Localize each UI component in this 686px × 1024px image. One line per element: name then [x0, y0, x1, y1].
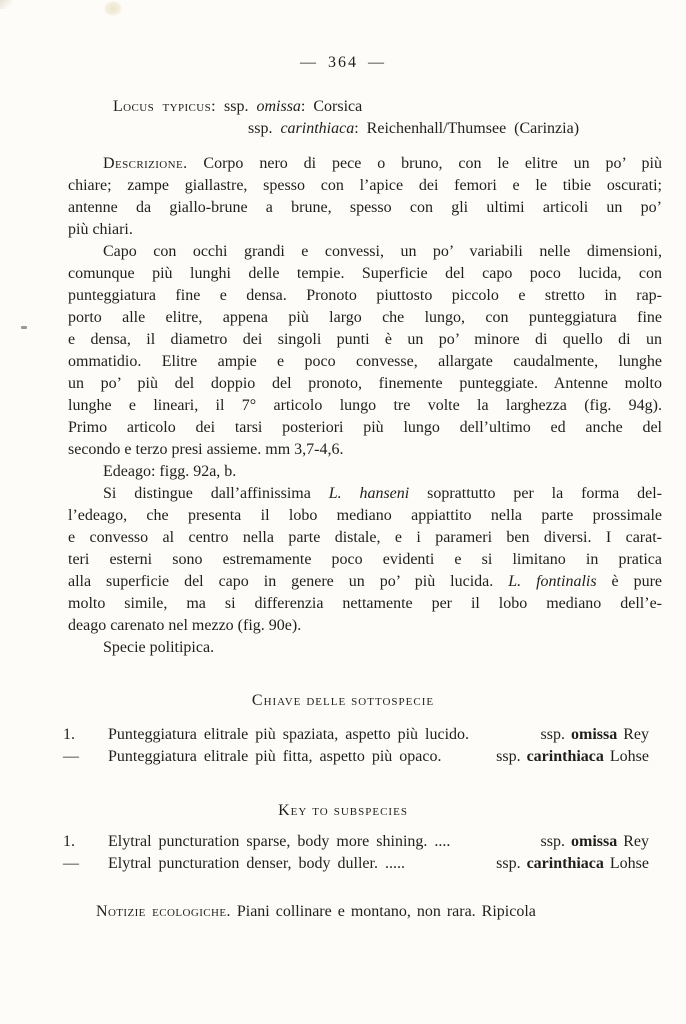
text-segment: Capo con occhi grandi e convessi, un po’ variabili nelle dimensioni,: [103, 243, 662, 260]
text-segment: ssp.: [496, 748, 527, 765]
text-segment: Edeago: figg. 92a, b.: [103, 463, 237, 480]
text-segment: Specie politipica.: [103, 639, 215, 656]
text-segment: alla superficie del capo in genere un po’ più lucida.: [68, 573, 509, 590]
page-number: — 364 —: [300, 54, 386, 71]
text-segment: carinthiaca: [526, 855, 604, 872]
text-segment: punteggiatura fine e densa. Pronoto piuttosto piccolo e stretto in rap-: [68, 287, 662, 304]
text-segment: Descrizione.: [103, 155, 188, 172]
text-line: [68, 901, 662, 923]
text-line: [68, 285, 662, 307]
key-row: [63, 746, 657, 768]
text-segment: e convesso al centro nella parte distale, e i parameri ben diversi. I carat-: [68, 529, 662, 546]
text-segment: un po’ più del doppio del pronoto, finemente punteggiate. Antenne molto: [68, 375, 662, 392]
key-row-number: 1.: [63, 833, 75, 850]
text-line: [68, 615, 662, 637]
key-row-number: 1.: [63, 726, 75, 743]
key-row-text: Punteggiatura elitrale più fitta, aspetto più opaco.: [108, 748, 442, 765]
text-segment: e densa, il diametro dei singoli punti è un po’ minore di quello di un: [68, 331, 662, 348]
text-segment: Rey: [617, 833, 649, 850]
key-row-text: Punteggiatura elitrale più spaziata, aspetto più lucido.: [108, 726, 470, 743]
key-row-result: [496, 853, 657, 875]
key-row-number: —: [63, 855, 79, 872]
text-segment: Corpo nero di pece o bruno, con le elitre un po’ più: [187, 155, 662, 172]
text-segment: ssp.: [540, 726, 571, 743]
text-segment: più chiari.: [68, 221, 133, 238]
text-segment: Lohse: [603, 748, 649, 765]
text-line: [68, 351, 662, 373]
text-segment: omissa: [570, 726, 618, 743]
text-segment: ssp.: [216, 98, 257, 115]
key-row-text: Elytral puncturation sparse, body more shining. ....: [108, 833, 451, 850]
text-line: [68, 241, 662, 263]
text-line: [68, 219, 662, 241]
paragraph-edeago: [68, 461, 662, 483]
text-line: [68, 263, 662, 285]
text-segment: Rey: [617, 726, 649, 743]
text-segment: L. fontinalis: [508, 573, 597, 590]
scan-corner-shade: [0, 0, 12, 9]
key-row: [63, 831, 657, 853]
key-row-result: [496, 746, 657, 768]
key-row-result: [541, 831, 657, 853]
text-line: [68, 197, 662, 219]
text-segment: L. hanseni: [328, 485, 410, 502]
text-line: [68, 439, 662, 461]
text-line: [68, 329, 662, 351]
text-segment: ommatidio. Elitre ampie e poco convesse, allargate caudalmente, lunghe: [68, 353, 662, 370]
key-row-result: [541, 724, 657, 746]
text-segment: carinthiaca: [280, 120, 355, 137]
text-line: [68, 153, 662, 175]
text-line: [68, 483, 662, 505]
paragraph-descrizione: [68, 153, 662, 241]
text-line: [68, 637, 662, 659]
text-segment: chiare; zampe giallastre, spesso con l’apice dei femori e le tibie oscurati;: [68, 177, 662, 194]
key-rows-english: [63, 831, 657, 875]
text-line: [68, 505, 662, 527]
paragraph-specie-politipica: [68, 637, 662, 659]
text-segment: : Corsica: [300, 98, 363, 115]
text-segment: è pure: [596, 573, 663, 590]
text-segment: molto simile, ma si differenzia nettamente per il lobo mediano dell’e-: [68, 595, 662, 612]
text-segment: antenne da giallo-brune a brune, spesso con gli ultimi articoli un po’: [68, 199, 662, 216]
text-line: [68, 527, 662, 549]
text-segment: : Reichenhall/Thumsee (Carinzia): [354, 120, 580, 137]
text-segment: Piani collinare e montano, non rara. Ripicola: [230, 903, 536, 920]
text-segment: comunque più lunghi delle tempie. Superficie del capo poco lucida, con: [68, 265, 662, 282]
text-segment: ssp.: [496, 855, 527, 872]
scan-speck: [21, 326, 27, 329]
paragraph-notizie-ecologiche: [68, 901, 662, 923]
text-line: [68, 373, 662, 395]
text-line: [68, 593, 662, 615]
scan-smudge: [104, 1, 122, 16]
text-segment: Locus typicus:: [113, 98, 217, 115]
text-line: [68, 96, 662, 118]
key-row-text: Elytral puncturation denser, body duller. .....: [108, 855, 405, 872]
text-segment: omissa: [570, 833, 618, 850]
text-segment: lunghe e lineari, il 7° articolo lungo tre volte la larghezza (fig. 94g).: [68, 397, 662, 414]
paragraph-capo: [68, 241, 662, 461]
text-segment: porto alle elitre, appena più largo che lungo, con punteggiatura fine: [68, 309, 662, 326]
key-row: [63, 724, 657, 746]
text-segment: secondo e terzo presi assieme. mm 3,7-4,6.: [68, 441, 344, 458]
text-segment: omissa: [256, 98, 301, 115]
text-line: [68, 118, 662, 140]
text-line: [68, 461, 662, 483]
key-rows-italian: [63, 724, 657, 768]
text-segment: Si distingue dall’affinissima: [103, 485, 329, 502]
text-line: [68, 549, 662, 571]
heading-key-subspecies: Key to subspecies: [278, 802, 408, 819]
text-line: [68, 571, 662, 593]
key-row: [63, 853, 657, 875]
text-segment: ssp.: [540, 833, 571, 850]
key-row-number: —: [63, 748, 79, 765]
text-line: [68, 307, 662, 329]
heading-chiave-sottospecie: Chiave delle sottospecie: [251, 692, 435, 709]
text-segment: Notizie ecologiche.: [96, 903, 231, 920]
locus-typicus-block: [68, 96, 662, 140]
text-segment: Primo articolo dei tarsi posteriori più lungo dell’ultimo ed anche del: [68, 419, 662, 436]
text-segment: Lohse: [603, 855, 649, 872]
text-segment: deago carenato nel mezzo (fig. 90e).: [68, 617, 302, 634]
text-line: [68, 417, 662, 439]
text-segment: ssp.: [248, 120, 281, 137]
text-line: [68, 395, 662, 417]
text-line: [68, 175, 662, 197]
text-segment: carinthiaca: [526, 748, 604, 765]
text-segment: soprattutto per la forma del-: [409, 485, 662, 502]
text-segment: l’edeago, che presenta il lobo mediano appiattito nella parte prossimale: [68, 507, 662, 524]
paragraph-si-distingue: [68, 483, 662, 637]
text-segment: teri esterni sono estremamente poco evidenti e si limitano in pratica: [68, 551, 662, 568]
